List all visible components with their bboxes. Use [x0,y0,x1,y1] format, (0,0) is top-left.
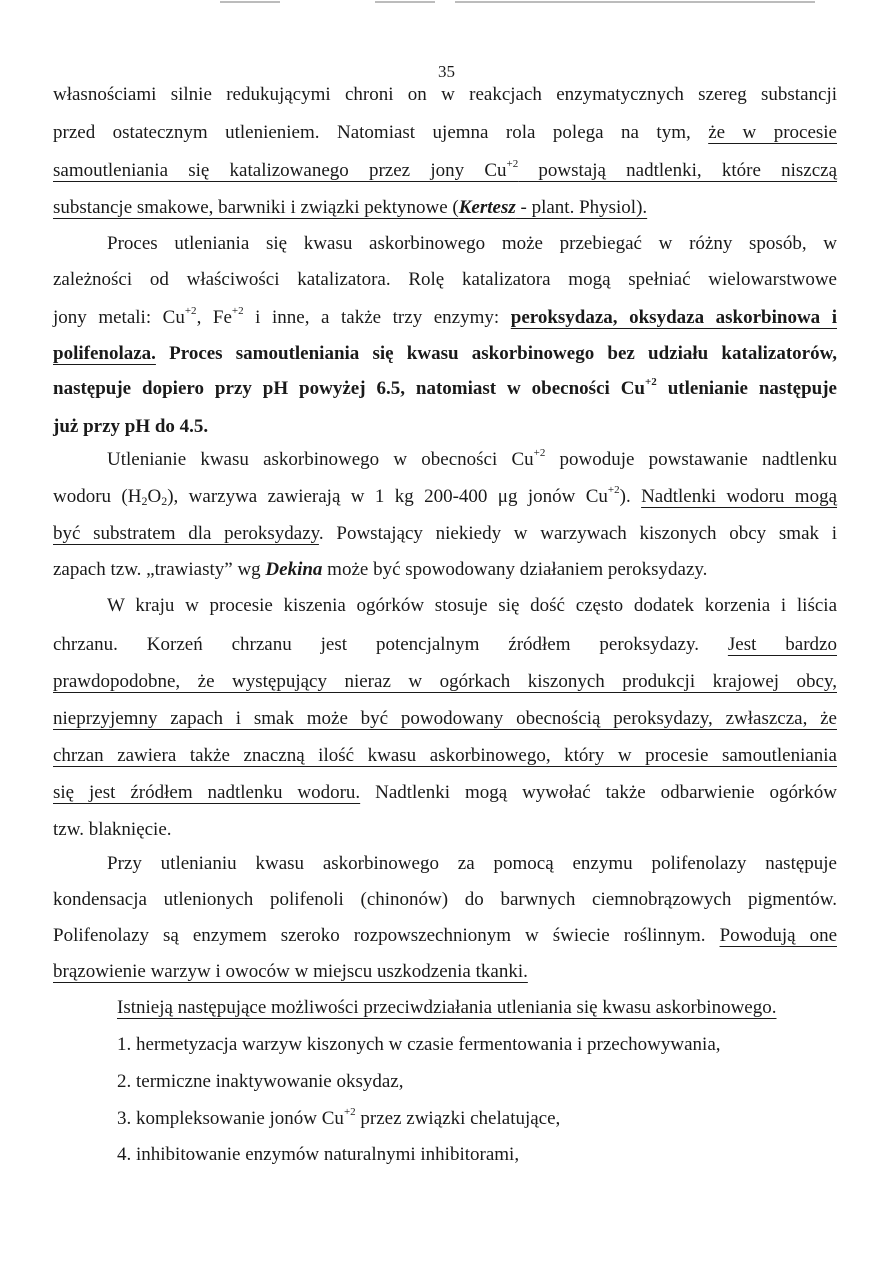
text-span: Nadtlenki mogą wywołać także odbarwienie ogórków [360,782,837,803]
text-line: już przy pH do 4.5. [53,416,209,437]
text-line [53,196,837,220]
superscript: +2 [533,447,546,459]
underlined-text: że w procesie [708,122,837,143]
text-line [53,485,837,509]
text-line [53,342,837,366]
text-span: 3. kompleksowanie jonów Cu [117,1108,344,1129]
text-line: kondensacja utlenionych polifenoli (chinonów) do barwnych ciemnobrązowych pigmentów. [53,889,837,910]
text-span: zapach tzw. „trawiasty” wg [53,559,266,580]
text-span: chrzanu. Korzeń chrzanu jest potencjalnym źródłem peroksydazy. [53,634,728,655]
underlined-text: być substratem dla peroksydazy [53,523,319,544]
list-intro: Istnieją następujące możliwości przeciwdziałania utleniania się kwasu askorbinowego. [117,997,777,1018]
text-span: . Powstający niekiedy w warzywach kiszonych obcy smak i [318,523,837,544]
text-span: jony metali: Cu [53,307,185,328]
text-span: wodoru (H [53,486,142,507]
text-span: ), warzywa zawierają w 1 kg 200-400 μg jonów Cu [167,486,608,507]
text-line [53,924,837,948]
text-line: nieprzyjemny zapach i smak może być powodowany obecnością peroksydazy, zwłaszcza, że [53,708,837,729]
text-span: powoduje powstawanie nadtlenku [545,449,837,470]
text-span: następuje dopiero przy pH powyżej 6.5, natomiast w obecności Cu [53,378,645,399]
superscript: +2 [506,158,519,170]
superscript: +2 [231,305,244,317]
text-line [53,121,837,145]
subscript: 2 [141,494,148,508]
text-line [53,377,837,401]
text-span: Utlenianie kwasu askorbinowego w obecności Cu [107,449,534,470]
underlined-text: polifenolaza. [53,343,156,364]
text-span: - plant. Physiol). [515,197,648,218]
text-line: zależności od właściwości katalizatora. Rolę katalizatora mogą spełniać wielowarstwowe [53,269,837,290]
text-line [53,306,837,330]
underlined-text: się jest źródłem nadtlenku wodoru. [53,782,361,803]
author-citation: Kertesz [458,197,516,218]
text-line: Proces utleniania się kwasu askorbinowego może przebiegać w różny sposób, w [107,233,837,254]
underlined-text: Jest bardzo [727,634,837,655]
text-span: przez związki chelatujące, [355,1108,561,1129]
underlined-text: Powodują one [719,925,837,946]
text-line: W kraju w procesie kiszenia ogórków stosuje się dość często dodatek korzenia i liścia [107,595,837,616]
text-span: samoutleniania się katalizowanego przez jony Cu [53,160,507,181]
text-span: Proces samoutleniania się kwasu askorbinowego bez udziału katalizatorów, [155,343,837,364]
subscript: 2 [161,494,168,508]
superscript: +2 [645,376,657,388]
text-span: substancje smakowe, barwniki i związki pektynowe ( [53,197,459,218]
text-line: Przy utlenianiu kwasu askorbinowego za pomocą enzymu polifenolazy następuje [107,853,837,874]
superscript: +2 [607,484,620,496]
text-line [53,781,837,805]
text-span: ). [619,486,642,507]
list-item: 4. inhibitowanie enzymów naturalnymi inhibitorami, [117,1144,520,1165]
text-span: O [147,486,162,507]
text-line [53,558,837,582]
text-line: brązowienie warzyw i owoców w miejscu uszkodzenia tkanki. [53,961,528,982]
text-line: tzw. blaknięcie. [53,819,172,840]
text-span: przed ostatecznym utlenieniem. Natomiast ujemna rola polega na tym, [53,122,709,143]
text-span: powstają nadtlenki, które niszczą [518,160,838,181]
list-item: 1. hermetyzacja warzyw kiszonych w czasie fermentowania i przechowywania, [117,1034,721,1055]
underlined-text: Nadtlenki wodoru mogą [641,486,838,507]
text-line: własnościami silnie redukującymi chroni on w reakcjach enzymatycznych szereg substancji [53,84,837,105]
list-item: 2. termiczne inaktywowanie oksydaz, [117,1071,404,1092]
text-span: Polifenolazy są enzymem szeroko rozpowszechnionym w świecie roślinnym. [53,925,720,946]
author-citation: Dekina [265,559,323,580]
scan-artifact-line [375,1,435,3]
text-span: i inne, a także trzy enzymy: [243,307,511,328]
text-line [53,522,837,546]
text-line [53,159,837,183]
text-span: może być spowodowany działaniem peroksydazy. [322,559,708,580]
superscript: +2 [343,1106,356,1118]
scan-artifact-line [220,1,280,3]
superscript: +2 [184,305,197,317]
list-item [117,1107,837,1131]
enzyme-list-text: peroksydaza, oksydaza askorbinowa i [510,307,838,328]
text-span: utlenianie następuje [656,378,837,399]
text-line: chrzan zawiera także znaczną ilość kwasu askorbinowego, który w procesie samoutleniania [53,745,837,766]
text-line: prawdopodobne, że występujący nieraz w ogórkach kiszonych produkcji krajowej obcy, [53,671,837,692]
scan-artifact-line [455,1,815,3]
page-number: 35 [438,62,455,81]
text-span: , Fe [196,307,232,328]
text-line [53,633,837,657]
text-line [107,448,837,472]
